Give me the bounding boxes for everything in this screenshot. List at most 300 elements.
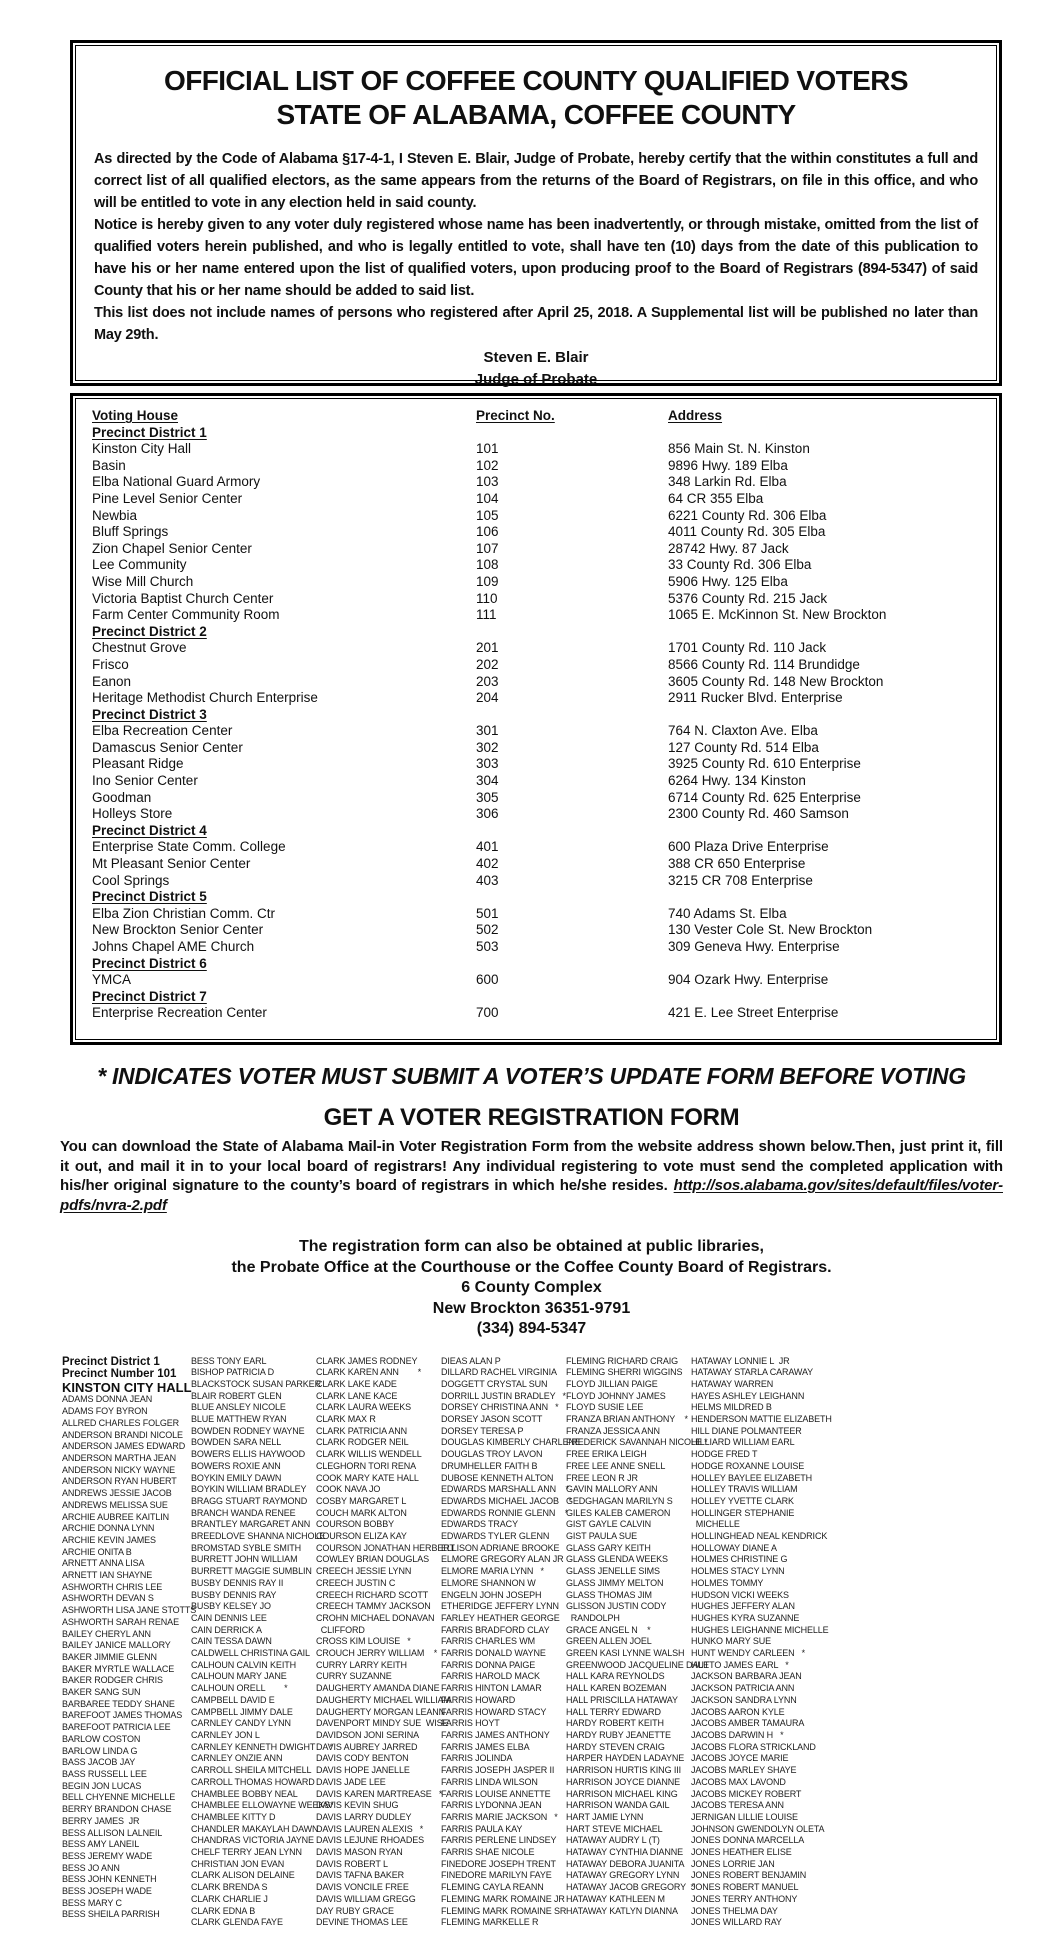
- voter-name: BESS AMY LANEIL: [62, 1839, 140, 1850]
- precinct-no-cell: 107: [476, 540, 499, 556]
- voter-name: COOK NAVA JO: [316, 1484, 381, 1495]
- voter-name: BAILEY JANICE MALLORY: [62, 1640, 171, 1651]
- precinct-district-heading: [92, 707, 986, 724]
- voter-name: CLARK CHARLIE J: [191, 1893, 268, 1904]
- voter-name: BOWDEN RODNEY WAYNE: [191, 1425, 305, 1436]
- voter-name: FARRIS MARIE JACKSON *: [441, 1811, 558, 1822]
- voter-name: HARPER HAYDEN LADAYNE: [566, 1753, 685, 1764]
- registration-url-link[interactable]: http://sos.alabama.gov/sites/default/files/voter-pdfs/nvra-2.pdf: [60, 1177, 1003, 1214]
- voting-house-cell: Goodman: [92, 789, 152, 805]
- precinct-district-label: Precinct District 5: [92, 889, 207, 905]
- precinct-no-cell: 304: [476, 773, 499, 789]
- address-cell: 6264 Hwy. 134 Kinston: [668, 773, 806, 789]
- precinct-row: [92, 972, 986, 989]
- voter-name: GREEN ALLEN JOEL: [566, 1636, 652, 1647]
- voter-name: HOLLEY YVETTE CLARK: [691, 1495, 794, 1506]
- voter-name: GREEN KASI LYNNE WALSH: [566, 1648, 685, 1659]
- voter-name: ARNETT IAN SHAYNE: [62, 1570, 153, 1581]
- voter-name: COUCH MARK ALTON: [316, 1507, 407, 1518]
- voter-name: CLARK GLENDA FAYE: [191, 1917, 283, 1928]
- voter-name: DAUGHERTY AMANDA DIANE: [316, 1683, 440, 1694]
- voter-name: JACOBS DARWIN H *: [691, 1730, 784, 1740]
- voter-name: GRACE ANGEL N *: [566, 1624, 651, 1635]
- address-cell: 4011 County Rd. 305 Elba: [668, 524, 826, 540]
- voter-name: GREENWOOD JACQUELINE DALE: [566, 1659, 710, 1670]
- page-title: [94, 64, 978, 132]
- registration-contact-line: 6 County Complex: [461, 1279, 602, 1296]
- precinct-no-cell: 202: [476, 656, 499, 672]
- precinct-district-label: Precinct District 1: [92, 424, 207, 440]
- certification-notice-box: [70, 40, 1002, 386]
- precinct-district-heading: [92, 624, 986, 641]
- voter-name: FARRIS HOWARD STACY: [441, 1706, 547, 1717]
- address-cell: 348 Larkin Rd. Elba: [668, 474, 787, 490]
- precinct-district-section: [92, 624, 986, 707]
- precinct-number-label: Precinct Number 101: [62, 1368, 177, 1381]
- precinct-no-cell: 700: [476, 1005, 499, 1021]
- voter-name: CLARK LAKE KADE: [316, 1378, 397, 1389]
- voter-name: FARRIS DONNA PAIGE: [441, 1659, 536, 1670]
- address-cell: 9896 Hwy. 189 Elba: [668, 457, 788, 473]
- precinct-no-cell: 102: [476, 457, 499, 473]
- precinct-district-label: Precinct District 2: [92, 623, 207, 639]
- address-cell: 6714 County Rd. 625 Enterprise: [668, 789, 861, 805]
- voter-name: FARRIS JAMES ANTHONY: [441, 1730, 550, 1740]
- voting-house-cell: Mt Pleasant Senior Center: [92, 856, 251, 872]
- column-header-address: Address: [668, 408, 723, 423]
- registration-contact-line: (334) 894-5347: [476, 1320, 587, 1337]
- voter-name: CAMPBELL DAVID E: [191, 1694, 275, 1705]
- voter-name: GLASS JENELLE SIMS: [566, 1566, 660, 1577]
- voter-name: CAIN DERRICK A: [191, 1624, 262, 1635]
- voter-name: BESS JOSEPH WADE: [62, 1886, 152, 1897]
- voter-name: JONES ROBERT MANUEL: [691, 1882, 799, 1893]
- page-title-line2: STATE OF ALABAMA, COFFEE COUNTY: [276, 99, 796, 130]
- voter-name: COURSON ELIZA KAY: [316, 1531, 407, 1542]
- voter-name: FREDERICK SAVANNAH NICOLE *: [566, 1437, 708, 1448]
- voting-house-cell: Ino Senior Center: [92, 773, 198, 789]
- voter-name: BOWERS ELLIS HAYWOOD: [191, 1449, 305, 1460]
- voter-name: COWLEY BRIAN DOUGLAS: [316, 1554, 429, 1565]
- voter-name: ASHWORTH CHRIS LEE: [62, 1581, 163, 1592]
- registration-body: [60, 1137, 1003, 1215]
- voter-name: BAREFOOT JAMES THOMAS: [62, 1710, 183, 1721]
- voter-name: BAILEY CHERYL ANN: [62, 1628, 151, 1639]
- voter-name: BASS JACOB JAY: [62, 1757, 136, 1768]
- voter-name: FARRIS JAMES ELBA: [441, 1741, 530, 1752]
- voter-name: HODGE ROXANNE LOUISE: [691, 1460, 805, 1471]
- address-cell: 740 Adams St. Elba: [668, 905, 787, 921]
- page-title-line1: OFFICIAL LIST OF COFFEE COUNTY QUALIFIED VOTERS: [164, 65, 908, 96]
- voter-name: CAIN TESSA DAWN: [191, 1636, 272, 1647]
- voter-name: FARRIS PAULA KAY: [441, 1823, 523, 1834]
- voter-name: HOLMES TOMMY: [691, 1577, 764, 1588]
- precinct-district-heading: [92, 989, 986, 1006]
- voter-name: CLARK MAX R: [316, 1414, 376, 1425]
- voter-name: MICHELLE: [691, 1519, 740, 1530]
- voter-name: HOLMES CHRISTINE G: [691, 1554, 788, 1565]
- voter-name: HOLLINGHEAD NEAL KENDRICK: [691, 1531, 828, 1542]
- voter-name: HARRISON WANDA GAIL: [566, 1800, 670, 1811]
- voter-name: FARRIS HINTON LAMAR: [441, 1683, 542, 1694]
- voter-name: BAKER MYRTLE WALLACE: [62, 1663, 175, 1674]
- voter-name: HATAWAY DEBORA JUANITA: [566, 1858, 685, 1869]
- precinct-no-cell: 302: [476, 739, 499, 755]
- voter-name: DAVIS LAUREN ALEXIS *: [316, 1823, 424, 1834]
- voter-name: GLASS THOMAS JIM: [566, 1589, 652, 1600]
- precinct-row: [92, 674, 986, 691]
- voter-name: FARRIS HOYT: [441, 1718, 500, 1729]
- voter-name: DAVIS ROBERT L: [316, 1858, 388, 1869]
- precinct-row: [92, 839, 986, 856]
- voting-house-cell: Lee Community: [92, 557, 187, 573]
- voter-name: DOGGETT CRYSTAL SUN: [441, 1378, 548, 1389]
- certification-paragraph: Notice is hereby given to any voter duly registered whose name has been inadvertently, or through mistake, omitted from the list of qualified voters herein published, and who is legally entitled to vote, shall have ten (10) days from the date of this publication to have his or her name entered upon the list of qualified voters, upon producing proof to the Board of Registrars (894-5347) of said County that his or her name should be added to said list.: [94, 217, 978, 299]
- voter-name: FLEMING CAYLA REANN: [441, 1882, 544, 1893]
- voter-name: HATAWAY KATHLEEN M: [566, 1893, 665, 1904]
- voter-name: CURRY LARRY KEITH: [316, 1659, 407, 1670]
- voter-name: DRUMHELLER FAITH B: [441, 1460, 538, 1471]
- voter-name: HARRISON MICHAEL KING: [566, 1788, 678, 1799]
- voter-name: JACKSON BARBARA JEAN: [691, 1671, 802, 1682]
- precinct-row: [92, 574, 986, 591]
- voter-name: HELMS MILDRED B: [691, 1402, 772, 1413]
- voter-name: EDWARDS TYLER GLENN: [441, 1531, 550, 1542]
- voter-name: CLARK LANE KACE: [316, 1390, 398, 1401]
- voter-name: HATAWAY WARREN: [691, 1378, 774, 1389]
- voter-name: HATAWAY KATLYN DIANNA: [566, 1905, 678, 1916]
- voter-name: FARRIS LOUISE ANNETTE: [441, 1788, 551, 1799]
- address-cell: 3925 County Rd. 610 Enterprise: [668, 756, 861, 772]
- precinct-table-inner: [75, 398, 997, 1040]
- voter-name: DAVIS MASON RYAN: [316, 1847, 403, 1858]
- voter-name: ELMORE SHANNON W: [441, 1577, 536, 1588]
- precinct-district-label: Precinct District 4: [92, 822, 207, 838]
- voter-name: BAKER RODGER CHRIS: [62, 1675, 163, 1686]
- voter-name: BEGIN JON LUCAS: [62, 1780, 142, 1791]
- voter-name: BOYKIN EMILY DAWN: [191, 1472, 282, 1483]
- voter-name: JACOBS MICKEY ROBERT: [691, 1788, 802, 1799]
- precinct-no-cell: 109: [476, 573, 499, 589]
- voter-name: FLOYD JOHNNY JAMES: [566, 1390, 666, 1401]
- voter-name: FRANZA JESSICA ANN: [566, 1425, 660, 1436]
- voter-name: JACOBS FLORA STRICKLAND: [691, 1741, 816, 1752]
- column-header-voting-house: Voting House: [92, 408, 178, 423]
- precinct-row: [92, 723, 986, 740]
- voter-name: DORRILL JUSTIN BRADLEY *: [441, 1390, 566, 1401]
- voter-name: DAVIS KEVIN SHUG: [316, 1800, 399, 1811]
- voter-name: COURSON BOBBY: [316, 1519, 394, 1530]
- voting-house-cell: Victoria Baptist Church Center: [92, 590, 274, 606]
- voter-name: CALHOUN ORELL *: [191, 1683, 288, 1694]
- precinct-row: [92, 756, 986, 773]
- voter-name: HALL TERRY EDWARD: [566, 1706, 661, 1717]
- voter-name: CREECH TAMMY JACKSON: [316, 1601, 431, 1612]
- voter-name: JONES WILLARD RAY: [691, 1917, 782, 1928]
- voter-name: DAUGHERTY MICHAEL WILLIAM: [316, 1694, 451, 1705]
- precinct-row: [92, 607, 986, 624]
- precinct-no-cell: 305: [476, 789, 499, 805]
- precinct-rows: [92, 441, 986, 624]
- voter-name: HUGHES JEFFERY ALAN: [691, 1601, 795, 1612]
- column-header-precinct-no: Precinct No.: [476, 408, 555, 423]
- address-cell: 2911 Rucker Blvd. Enterprise: [668, 690, 843, 706]
- voter-name: BARLOW LINDA G: [62, 1745, 138, 1756]
- voter-name: FLEMING MARK ROMAINE JR: [441, 1893, 565, 1904]
- voter-name: BAKER JIMMIE GLENN: [62, 1651, 157, 1662]
- precinct-district-section: [92, 956, 986, 989]
- signature-name: Steven E. Blair: [483, 349, 589, 366]
- precinct-row: [92, 640, 986, 657]
- signature-title: Judge of Probate: [474, 371, 598, 388]
- voter-name: ETHERIDGE JEFFERY LYNN: [441, 1601, 559, 1612]
- voter-name: BERRY BRANDON CHASE: [62, 1804, 172, 1815]
- voter-name: CLARK ALISON DELAINE: [191, 1870, 295, 1881]
- voter-name: DAVIDSON JONI SERINA: [316, 1730, 419, 1740]
- precinct-no-cell: 110: [476, 590, 498, 606]
- voter-name: JONES HEATHER ELISE: [691, 1847, 792, 1858]
- voting-house-cell: Basin: [92, 457, 126, 473]
- voter-name: CARNLEY JON L: [191, 1730, 260, 1740]
- address-cell: 3215 CR 708 Enterprise: [668, 872, 813, 888]
- voting-house-cell: Elba Zion Christian Comm. Ctr: [92, 905, 276, 921]
- voter-name: DAVIS HOPE JANELLE: [316, 1765, 410, 1776]
- precinct-row: [92, 491, 986, 508]
- voter-name: DAVIS WILLIAM GREGG: [316, 1893, 416, 1904]
- voting-house-cell: Zion Chapel Senior Center: [92, 540, 252, 556]
- voter-name: HOLLINGER STEPHANIE: [691, 1507, 795, 1518]
- precinct-district-section: [92, 707, 986, 823]
- address-cell: 8566 County Rd. 114 Brundidge: [668, 656, 860, 672]
- voter-name: FRANZA BRIAN ANTHONY *: [566, 1414, 688, 1425]
- voter-name: HALL PRISCILLA HATAWAY: [566, 1694, 678, 1705]
- precinct-row: [92, 939, 986, 956]
- voter-name: CREECH JESSIE LYNN: [316, 1566, 412, 1577]
- voter-name: DAUGHERTY MORGAN LEANN: [316, 1706, 446, 1717]
- address-cell: 1065 E. McKinnon St. New Brockton: [668, 607, 887, 623]
- voter-name: BREEDLOVE SHANNA NICHOLE: [191, 1531, 326, 1542]
- voter-name: ANDERSON JAMES EDWARD: [62, 1441, 186, 1452]
- voter-name: CHAMBLEE ELLOWAYNE WEEKS*: [191, 1800, 334, 1811]
- precinct-district-section: [92, 889, 986, 955]
- precinct-no-cell: 502: [476, 922, 499, 938]
- voter-name: DAVIS VONCILE FREE: [316, 1882, 409, 1893]
- voter-name: ARCHIE AUBREE KAITLIN: [62, 1511, 170, 1522]
- voting-house-cell: Newbia: [92, 507, 138, 523]
- voter-name: DAY RUBY GRACE: [316, 1905, 394, 1916]
- voter-name: BARBAREE TEDDY SHANE: [62, 1698, 175, 1709]
- voter-name: ARNETT ANNA LISA: [62, 1558, 145, 1569]
- voter-name: COSBY MARGARET L: [316, 1495, 407, 1506]
- address-cell: 6221 County Rd. 306 Elba: [668, 507, 827, 523]
- voter-name: CHRISTIAN JON EVAN: [191, 1858, 285, 1869]
- voter-name: BURRETT MAGGIE SUMBLIN: [191, 1566, 312, 1577]
- voter-name: HARRISON JOYCE DIANNE: [566, 1776, 680, 1787]
- voter-name: DUBOSE KENNETH ALTON: [441, 1472, 554, 1483]
- precinct-district-section: [92, 823, 986, 889]
- precinct-row: [92, 657, 986, 674]
- voter-name: FARRIS CHARLES WM: [441, 1636, 535, 1647]
- asterisk-notice: * INDICATES VOTER MUST SUBMIT A VOTER’S UPDATE FORM BEFORE VOTING: [97, 1063, 966, 1089]
- address-cell: 421 E. Lee Street Enterprise: [668, 1005, 839, 1021]
- voter-name: CALHOUN MARY JANE: [191, 1671, 287, 1682]
- voting-house-cell: Enterprise Recreation Center: [92, 1005, 267, 1021]
- voting-house-cell: Kinston City Hall: [92, 441, 192, 457]
- voter-name: JERNIGAN LILLIE LOUISE: [691, 1811, 798, 1822]
- registration-contact-block: [0, 1237, 1063, 1340]
- voter-name: CARNLEY KENNETH DWIGHT *: [191, 1741, 333, 1752]
- voter-name: COURSON JONATHAN HERBERT: [316, 1542, 455, 1553]
- voter-name: HARDY ROBERT KEITH: [566, 1718, 664, 1729]
- address-cell: 5906 Hwy. 125 Elba: [668, 573, 788, 589]
- voter-name: ELLISON ADRIANE BROOKE: [441, 1542, 560, 1553]
- address-cell: 33 County Rd. 306 Elba: [668, 557, 812, 573]
- address-cell: 309 Geneva Hwy. Enterprise: [668, 939, 840, 954]
- voter-name: FARRIS SHAE NICOLE: [441, 1847, 535, 1858]
- precinct-no-cell: 101: [476, 441, 499, 457]
- precinct-district-heading: [92, 889, 986, 906]
- voter-name: FARRIS LINDA WILSON: [441, 1776, 538, 1787]
- voter-column-3: [316, 1355, 455, 1929]
- voter-name: CLARK EDNA B: [191, 1905, 256, 1916]
- voter-name: HUGHES KYRA SUZANNE: [691, 1612, 800, 1623]
- voter-name: GLASS JIMMY MELTON: [566, 1577, 664, 1588]
- voter-name: GAVIN MALLORY ANN: [566, 1484, 658, 1495]
- voter-name: BURRETT JOHN WILLIAM: [191, 1554, 298, 1565]
- voter-name: CLARK RODGER NEIL: [316, 1437, 409, 1448]
- voter-name: DORSEY TERESA P: [441, 1425, 524, 1436]
- address-cell: 28742 Hwy. 87 Jack: [668, 540, 789, 556]
- voter-name: GEDGHAGAN MARILYN S: [566, 1495, 673, 1506]
- voter-name: EDWARDS MARSHALL ANN *: [441, 1484, 569, 1495]
- voter-names-group-1: [62, 1394, 197, 1921]
- precinct-no-cell: 111: [476, 607, 497, 623]
- address-cell: 127 County Rd. 514 Elba: [668, 739, 819, 755]
- voter-name: FLEMING MARKELLE R: [441, 1917, 539, 1928]
- address-cell: 3605 County Rd. 148 New Brockton: [668, 673, 884, 689]
- voter-column-6: [691, 1355, 832, 1929]
- voter-name: HILLIARD WILLIAM EARL: [691, 1437, 795, 1448]
- voter-name: HARDY RUBY JEANETTE: [566, 1730, 671, 1740]
- voter-name: HOLMES STACY LYNN: [691, 1566, 785, 1577]
- voter-name: ELMORE MARIA LYNN *: [441, 1566, 544, 1577]
- voter-name: HATAWAY AUDRY L (T): [566, 1835, 660, 1846]
- voter-name: DAVIS LEJUNE RHOADES: [316, 1835, 424, 1846]
- voter-column-5: [566, 1355, 710, 1918]
- precinct-no-cell: 402: [476, 856, 499, 872]
- precinct-district-heading: [92, 823, 986, 840]
- address-cell: 904 Ozark Hwy. Enterprise: [668, 972, 829, 988]
- precinct-no-cell: 203: [476, 673, 499, 689]
- voting-house-cell: Pleasant Ridge: [92, 756, 184, 772]
- voter-name: CHELF TERRY JEAN LYNN: [191, 1847, 302, 1858]
- voter-name: GLISSON JUSTIN CODY: [566, 1601, 667, 1612]
- voter-name: DAVIS LARRY DUDLEY: [316, 1811, 412, 1822]
- voter-name: CAIN DENNIS LEE: [191, 1612, 267, 1623]
- voter-name: FARRIS HOWARD: [441, 1694, 516, 1705]
- voter-name: ANDERSON RYAN HUBERT: [62, 1476, 177, 1487]
- voter-name: HART STEVE MICHAEL: [566, 1823, 663, 1834]
- voter-name: DEVINE THOMAS LEE: [316, 1917, 408, 1928]
- voter-name: JONES DONNA MARCELLA: [691, 1835, 805, 1846]
- voter-name: CAMPBELL JIMMY DALE: [191, 1706, 293, 1717]
- voter-name: DAVIS CODY BENTON: [316, 1753, 409, 1764]
- voter-name-list: [62, 1356, 1063, 1929]
- voting-house-cell: Enterprise State Comm. College: [92, 839, 286, 855]
- precinct-row: [92, 458, 986, 475]
- voter-name: CROSS KIM LOUISE *: [316, 1636, 411, 1647]
- voter-name: BUSBY DENNIS RAY: [191, 1589, 277, 1600]
- voter-name: JACKSON SANDRA LYNN: [691, 1694, 797, 1705]
- voter-name: FREE ERIKA LEIGH: [566, 1449, 647, 1460]
- voter-name: JACOBS MAX LAVOND: [691, 1776, 786, 1787]
- registration-contact-line: The registration form can also be obtained at public libraries,: [299, 1238, 764, 1255]
- precinct-no-cell: 600: [476, 972, 499, 988]
- precinct-no-cell: 401: [476, 839, 499, 855]
- voter-name: ANDERSON NICKY WAYNE: [62, 1464, 175, 1475]
- voter-name: JONES ROBERT BENJAMIN: [691, 1870, 807, 1881]
- voter-name: FINEDORE JOSEPH TRENT: [441, 1858, 556, 1869]
- voter-name: ARCHIE ONITA B: [62, 1546, 132, 1557]
- voter-name: FLEMING RICHARD CRAIG: [566, 1355, 678, 1366]
- registration-body-text: You can download the State of Alabama Mail-in Voter Registration Form from the website address shown below.Then, just print it, fill it out, and mail it in to your local board of registrars! Any individual registering to vote must send the completed application with his/her original signature to the county’s board of registrars in which he/she resides.: [60, 1138, 1003, 1194]
- signature-block: [94, 347, 978, 391]
- voter-name: FARRIS PERLENE LINDSEY: [441, 1835, 557, 1846]
- voter-name: CHAMBLEE KITTY D: [191, 1811, 276, 1822]
- voter-name: EDWARDS TRACY: [441, 1519, 518, 1530]
- voter-name: CARNLEY ONZIE ANN: [191, 1753, 283, 1764]
- voter-name: BASS RUSSELL LEE: [62, 1768, 147, 1779]
- voter-name: BRAGG STUART RAYMOND: [191, 1495, 308, 1506]
- precinct-row: [92, 591, 986, 608]
- voter-name: JONES TERRY ANTHONY: [691, 1893, 798, 1904]
- voter-name: BAKER SANG SUN: [62, 1687, 141, 1698]
- voter-name: HILL DIANE POLMANTEER: [691, 1425, 802, 1436]
- voter-name: DOUGLAS TROY LAVON: [441, 1449, 543, 1460]
- precinct-no-cell: 108: [476, 557, 499, 573]
- precinct-row: [92, 806, 986, 823]
- voter-name: CLARK JAMES RODNEY: [316, 1355, 418, 1366]
- voter-name: ELMORE GREGORY ALAN JR: [441, 1554, 564, 1565]
- voter-name: BLACKSTOCK SUSAN PARKER: [191, 1378, 321, 1389]
- voter-name: FLEMING MARK ROMAINE SR: [441, 1905, 567, 1916]
- voter-name: HUTTO JAMES EARL *: [691, 1659, 789, 1670]
- voter-name: CALDWELL CHRISTINA GAIL: [191, 1648, 310, 1659]
- voter-name: RANDOLPH: [566, 1612, 620, 1623]
- voter-name: JONES LORRIE JAN: [691, 1858, 775, 1869]
- precinct-row: [92, 873, 986, 890]
- voter-name: FREE LEON R JR: [566, 1472, 638, 1483]
- voter-name: ANDREWS JESSIE JACOB: [62, 1488, 172, 1499]
- voter-name: DAVIS KAREN MARTREASE *: [316, 1788, 443, 1799]
- voter-name: BESS TONY EARL: [191, 1355, 267, 1366]
- voting-house-cell: Cool Springs: [92, 872, 170, 888]
- precinct-row: [92, 790, 986, 807]
- voter-name: HATAWAY JACOB GREGORY *: [566, 1882, 694, 1893]
- voter-name: BESS JO ANN: [62, 1862, 120, 1873]
- precinct-no-cell: 103: [476, 474, 499, 490]
- precinct-row: [92, 474, 986, 491]
- precinct-district-label: Precinct District 1: [62, 1355, 160, 1368]
- precinct-no-cell: 306: [476, 806, 499, 822]
- precinct-no-cell: 106: [476, 524, 499, 540]
- voter-name: BESS JOHN KENNETH: [62, 1874, 157, 1885]
- precinct-district-heading: [92, 956, 986, 973]
- precinct-district-label: Precinct District 6: [92, 955, 207, 971]
- voter-name: COOK MARY KATE HALL: [316, 1472, 419, 1483]
- voter-name: CALHOUN CALVIN KEITH: [191, 1659, 296, 1670]
- voter-column-1: [62, 1355, 197, 1922]
